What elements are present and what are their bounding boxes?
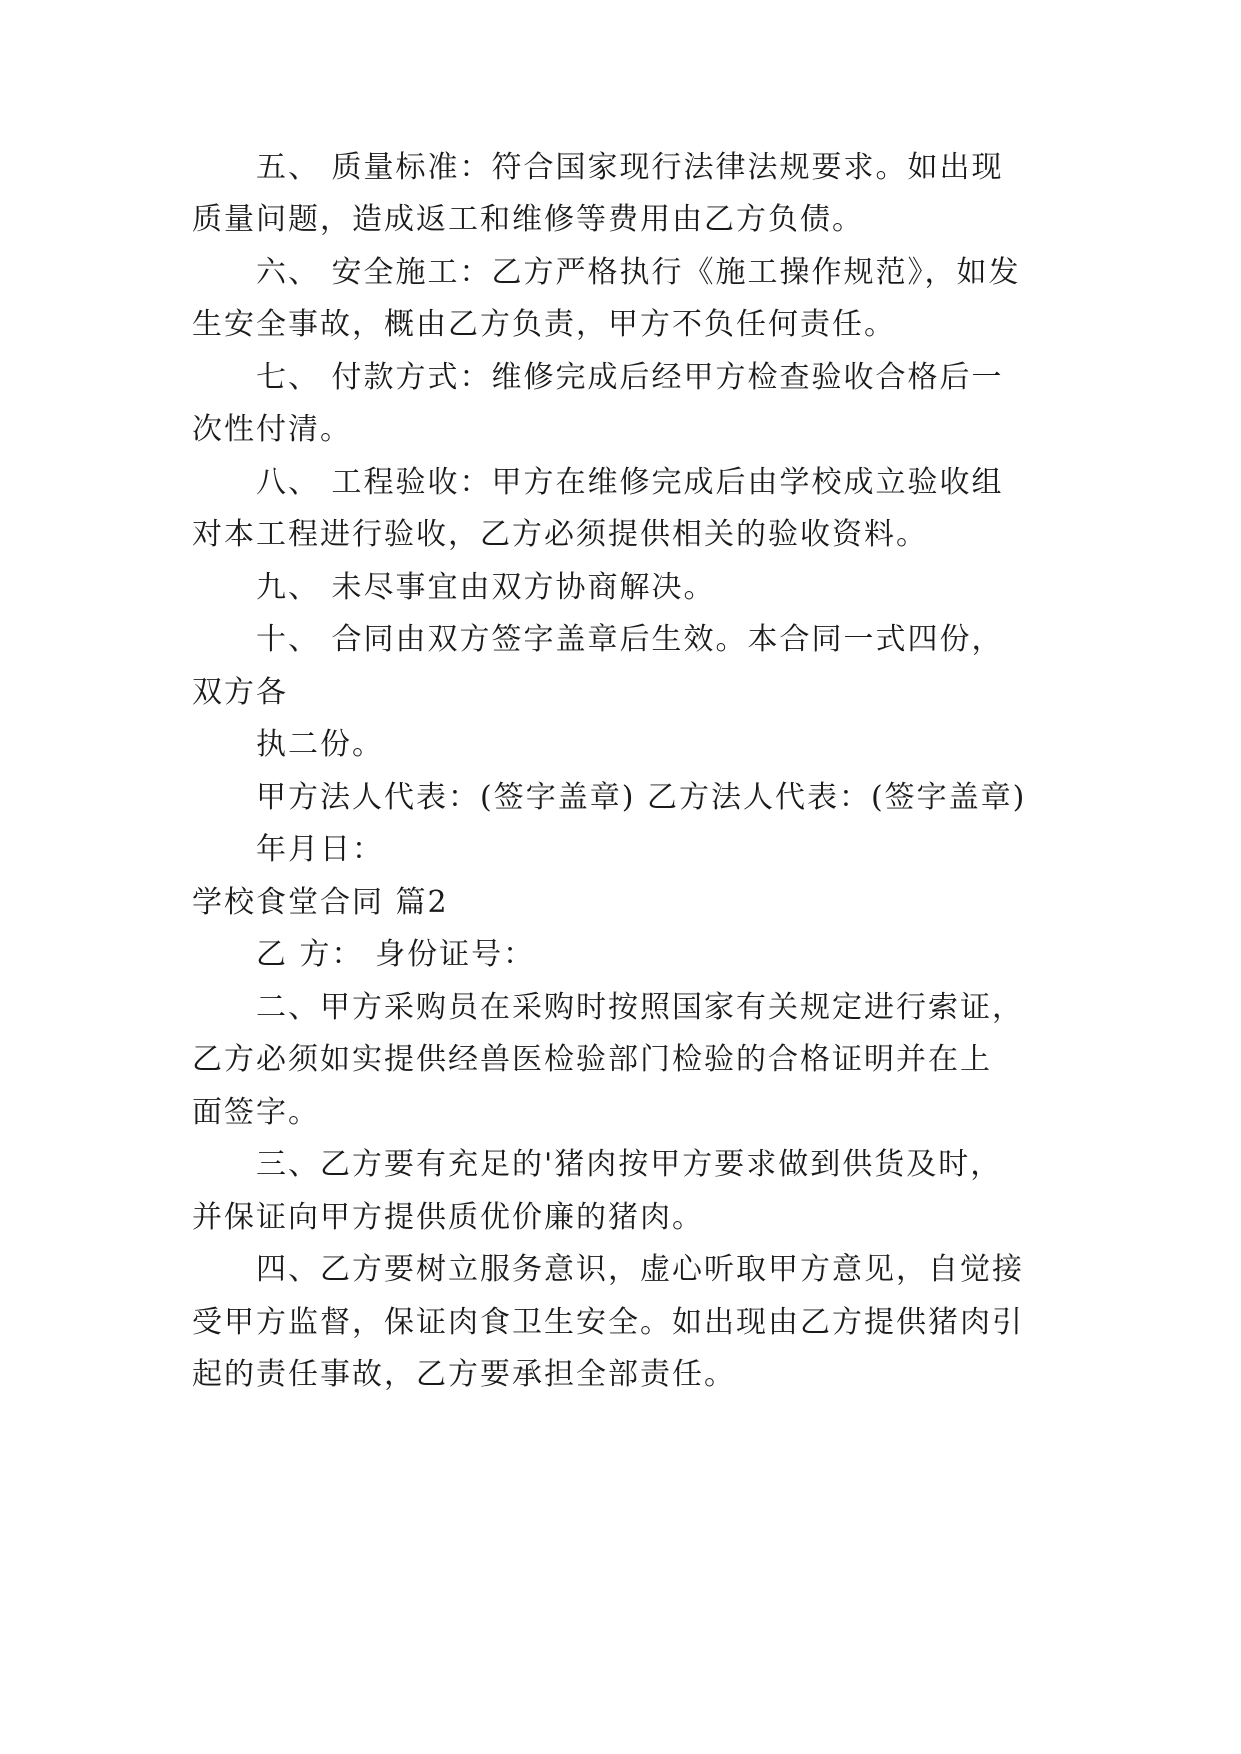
clause-8-line-1: 八、 工程验收：甲方在维修完成后由学校成立验收组	[256, 465, 1004, 500]
clause-10-line-3: 执二份。	[256, 727, 384, 762]
item-3-line-2: 并保证向甲方提供质优价廉的猪肉。	[192, 1200, 704, 1235]
item-2-line-2: 乙方必须如实提供经兽医检验部门检验的合格证明并在上	[192, 1042, 992, 1077]
item-4-line-3: 起的责任事故，乙方要承担全部责任。	[192, 1357, 736, 1392]
clause-10-line-2: 双方各	[192, 675, 288, 710]
item-3-line-1: 三、乙方要有充足的'猪肉按甲方要求做到供货及时，	[256, 1147, 1003, 1182]
signature-line: 甲方法人代表：(签字盖章) 乙方法人代表：(签字盖章)	[256, 780, 1027, 815]
clause-8-line-2: 对本工程进行验收，乙方必须提供相关的验收资料。	[192, 517, 928, 552]
item-4-line-1: 四、乙方要树立服务意识，虚心听取甲方意见，自觉接	[256, 1252, 1024, 1287]
clause-6-line-1: 六、 安全施工：乙方严格执行《施工操作规范》，如发	[256, 255, 1021, 290]
clause-10-line-1: 十、 合同由双方签字盖章后生效。本合同一式四份，	[256, 622, 1004, 657]
clause-9-line-1: 九、 未尽事宜由双方协商解决。	[256, 570, 716, 605]
clause-6-line-2: 生安全事故，概由乙方负责，甲方不负任何责任。	[192, 307, 896, 342]
item-4-line-2: 受甲方监督，保证肉食卫生安全。如出现由乙方提供猪肉引	[192, 1305, 1024, 1340]
item-2-line-3: 面签字。	[192, 1095, 320, 1130]
clause-5-line-2: 质量问题，造成返工和维修等费用由乙方负债。	[192, 202, 864, 237]
clause-5-line-1: 五、 质量标准：符合国家现行法律法规要求。如出现	[256, 150, 1004, 185]
section-heading: 学校食堂合同 篇2	[192, 885, 449, 920]
party-b-line: 乙 方： 身份证号：	[256, 937, 536, 972]
item-2-line-1: 二、甲方采购员在采购时按照国家有关规定进行索证，	[256, 990, 1024, 1025]
clause-7-line-2: 次性付清。	[192, 412, 352, 447]
date-line: 年月日：	[256, 832, 384, 867]
clause-7-line-1: 七、 付款方式：维修完成后经甲方检查验收合格后一	[256, 360, 1004, 395]
